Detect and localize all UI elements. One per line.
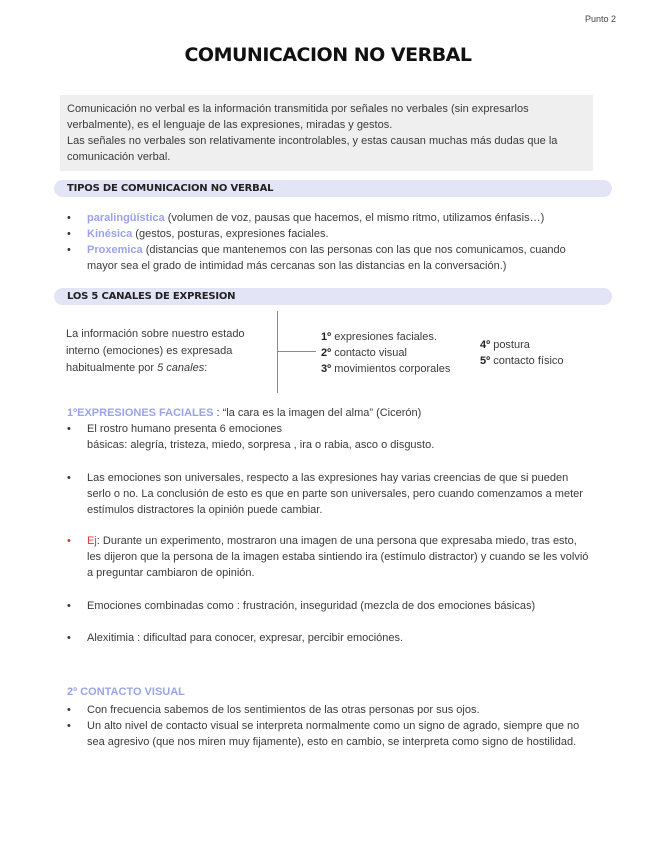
bullet-icon: •: [67, 423, 71, 435]
canales-description-b: :: [204, 362, 208, 374]
channel-item: [321, 345, 450, 361]
list-item: [67, 421, 592, 453]
item-text: Emociones combinadas como : frustración, inseguridad (mezcla de dos emociones básicas): [87, 600, 536, 612]
facial-list-container-5: [67, 630, 592, 646]
list-item: [67, 242, 592, 274]
channel-item: [480, 337, 564, 353]
example-label: Ej: [87, 535, 97, 547]
intro-paragraph-1: Comunicación no verbal es la información transmitida por señales no verbales (sin expresarlos verbalmente), es el lenguaje de las expresiones, miradas y gestos.: [67, 103, 529, 131]
channel-text: expresiones faciales.: [331, 331, 437, 343]
item-text: (distancias que mantenemos con las personas con las que nos comunicamos, cuando mayor sea el grado de intimidad más cercanas son las distancias en la conversación.): [87, 244, 566, 272]
facial-title-line: [67, 405, 592, 421]
section-title-facial: 1ºEXPRESIONES FACIALES: [67, 407, 214, 419]
visual-list: [67, 702, 592, 750]
channel-text: movimientos corporales: [331, 363, 451, 375]
bullet-icon: •: [67, 632, 71, 644]
facial-quote: : “la cara es la imagen del alma” (Cicerón): [213, 407, 422, 419]
visual-list-container: [67, 702, 592, 750]
bullet-icon: •: [67, 704, 71, 716]
channel-item: [480, 353, 564, 369]
list-item: [67, 718, 592, 750]
bracket-horizontal-line: [278, 351, 316, 352]
channel-item: [321, 329, 450, 345]
item-text: (volumen de voz, pausas que hacemos, el mismo ritmo, utilizamos énfasis…): [164, 212, 545, 224]
facial-list-container-2: [67, 470, 592, 518]
canales-description-em: 5 canales: [157, 362, 205, 374]
item-text: (gestos, posturas, expresiones faciales.: [132, 228, 329, 240]
item-text: El rostro humano presenta 6 emociones: [87, 423, 283, 435]
item-text: Con frecuencia sabemos de los sentimientos de las otras personas por sus ojos.: [87, 704, 480, 716]
keyword: Proxemica: [87, 244, 143, 256]
keyword: Kinésica: [87, 228, 133, 240]
page-label: Punto 2: [584, 14, 616, 24]
canales-description-a: La información sobre nuestro estado interno (emociones) es expresada habitualmente por: [66, 328, 245, 374]
item-text: Alexitimia : dificultad para conocer, expresar, percibir emociónes.: [87, 632, 404, 644]
canales-description: [66, 326, 271, 377]
intro-paragraph-2: Las señales no verbales son relativamente incontrolables, y estas causan muchas más dudas que la comunicación verbal.: [67, 135, 558, 163]
section-heading-canales: LOS 5 CANALES DE EXPRESION: [54, 288, 612, 305]
bullet-icon: •: [67, 212, 71, 224]
tipos-list: [67, 210, 592, 274]
facial-list-container-3: [67, 533, 592, 581]
facial-list-container: [67, 421, 592, 453]
list-item: [67, 702, 592, 718]
list-item: [67, 470, 592, 518]
channel-number: 4º: [480, 339, 491, 351]
facial-list-container-4: [67, 598, 592, 614]
list-item: [67, 630, 592, 646]
section-title-visual: 2º CONTACTO VISUAL: [67, 686, 185, 698]
list-item: [67, 533, 592, 581]
channel-text: postura: [490, 339, 530, 351]
channel-number: 5º: [480, 355, 491, 367]
list-item: [67, 210, 592, 226]
channel-number: 1º: [321, 331, 332, 343]
channel-number: 2º: [321, 347, 332, 359]
list-item: [67, 226, 592, 242]
bullet-icon: •: [67, 600, 71, 612]
channel-text: contacto visual: [331, 347, 407, 359]
item-text: : Durante un experimento, mostraron una imagen de una persona que expresaba miedo, tras esto, les dijeron que la persona de la imagen estaba sintiendo ira (estímulo distractor) y cuando se les volvió a preguntar cambiaron de opinión.: [87, 535, 589, 579]
bullet-icon: •: [67, 228, 71, 240]
facial-list: [67, 421, 592, 453]
list-item: [67, 598, 592, 614]
bullet-icon: •: [67, 472, 71, 484]
bullet-icon: •: [67, 244, 71, 256]
bullet-icon: •: [67, 535, 71, 547]
page-title: COMUNICACION NO VERBAL: [184, 44, 472, 66]
channel-item: [321, 361, 450, 377]
channels-column-2: [480, 337, 564, 369]
item-text: básicas: alegría, tristeza, miedo, sorpresa , ira o rabia, asco o disgusto.: [87, 439, 435, 451]
channel-number: 3º: [321, 363, 332, 375]
channel-text: contacto físico: [490, 355, 564, 367]
item-text: Un alto nivel de contacto visual se interpreta normalmente como un signo de agrado, siempre que no sea agresivo (que nos miren muy fijamente), esto en cambio, se interpreta como signo de hostilidad.: [87, 720, 580, 748]
bracket-vertical-line: [277, 311, 278, 393]
channels-column-1: [321, 329, 450, 377]
item-text: Las emociones son universales, respecto a las expresiones hay varias creencias de que si pueden serlo o no. La conclusión de esto es que en parte son universales, pero cuando comenzamos a meter estímulos distractores la opinión puede cambiar.: [87, 472, 583, 516]
bullet-icon: •: [67, 720, 71, 732]
intro-box: [60, 95, 593, 171]
tipos-list-container: [67, 210, 592, 274]
keyword: paralingüística: [87, 212, 165, 224]
section-heading-tipos: TIPOS DE COMUNICACION NO VERBAL: [54, 180, 612, 197]
